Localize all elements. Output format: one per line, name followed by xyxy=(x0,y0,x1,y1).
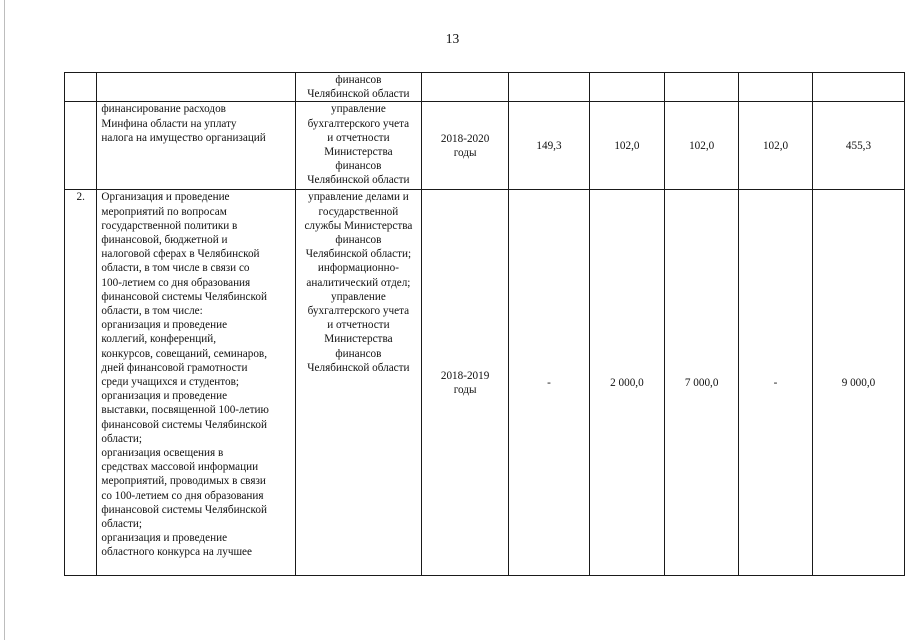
measure-name-cell xyxy=(97,190,296,576)
page-number: 13 xyxy=(445,31,460,46)
executor-line: Министерства xyxy=(324,333,393,346)
value-2021-cell xyxy=(739,73,813,102)
value-2020-cell: 102,0 xyxy=(665,102,739,190)
measure-name-line: государственной политики в xyxy=(101,219,238,232)
value-2021-cell: - xyxy=(739,190,813,576)
row-number-cell: 2. xyxy=(65,190,97,576)
value-2021-cell: 102,0 xyxy=(739,102,813,190)
measure-name-line: коллегий, конференций, xyxy=(101,333,216,346)
value-2019-cell: 2 000,0 xyxy=(589,190,665,576)
measure-name-line: среди учащихся и студентов; xyxy=(101,376,239,389)
measure-name-line: областного конкурса на лучшее xyxy=(101,546,252,559)
measure-name-line: средствах массовой информации xyxy=(101,461,259,474)
measure-name-line: организация освещения в xyxy=(101,447,224,460)
measure-name-line: мероприятий по вопросам xyxy=(101,205,227,218)
term-line: 2018-2020 xyxy=(440,132,490,145)
executor-line: финансов xyxy=(335,74,382,86)
measure-name-line: налоговой сферах в Челябинской xyxy=(101,248,260,261)
table-row xyxy=(65,73,905,102)
executor-line: Челябинской области xyxy=(307,361,410,374)
term-cell xyxy=(421,102,509,190)
executor-line: финансов xyxy=(335,234,382,247)
measure-name-line: налога на имущество организаций xyxy=(101,131,266,144)
measure-name-cell xyxy=(97,102,296,190)
total-cell: 9 000,0 xyxy=(812,190,904,576)
executor-cell xyxy=(295,73,421,102)
measure-name-line: организация и проведение xyxy=(101,319,228,332)
measure-name-line: выставки, посвященной 100-летию xyxy=(101,404,269,417)
executor-line: управление xyxy=(331,103,386,116)
measure-name-line: 100-летием со дня образования xyxy=(101,276,251,289)
executor-line: и отчетности xyxy=(327,131,390,144)
table-row xyxy=(65,190,905,576)
value-2018-cell: 149,3 xyxy=(509,102,589,190)
measure-name-line: финансовой системы Челябинской xyxy=(101,290,267,303)
executor-line: государственной xyxy=(318,205,399,218)
measure-name-line: дней финансовой грамотности xyxy=(101,361,248,374)
value-2019-cell xyxy=(589,73,665,102)
measure-name-cell xyxy=(97,73,296,102)
term-line: годы xyxy=(453,383,477,396)
executor-line: финансов xyxy=(335,160,382,173)
executor-line: аналитический отдел; xyxy=(306,276,411,289)
executor-line: управление делами и xyxy=(308,191,409,204)
executor-cell xyxy=(295,190,421,576)
scan-edge-line xyxy=(4,0,5,640)
measure-name-line: конкурсов, совещаний, семинаров, xyxy=(101,347,267,360)
table-row xyxy=(65,102,905,190)
executor-line: Министерства xyxy=(324,146,393,159)
total-cell xyxy=(812,73,904,102)
executor-line: службы Министерства xyxy=(304,219,413,232)
row-number-cell xyxy=(65,73,97,102)
budget-table xyxy=(64,72,905,576)
measure-name-line: Организация и проведение xyxy=(101,191,230,204)
term-cell xyxy=(421,73,509,102)
executor-cell xyxy=(295,102,421,190)
executor-line: Челябинской области xyxy=(307,88,410,101)
measure-name-line: области, в том числе в связи со xyxy=(101,262,250,275)
executor-line: бухгалтерского учета xyxy=(307,117,410,130)
measure-name-line: Минфина области на уплату xyxy=(101,117,237,130)
measure-name-line: организация и проведение xyxy=(101,390,228,403)
measure-name-line: мероприятий, проводимых в связи xyxy=(101,475,266,488)
row-number-cell xyxy=(65,102,97,190)
value-2018-cell xyxy=(509,73,589,102)
term-line: годы xyxy=(453,146,477,159)
value-2018-cell: - xyxy=(509,190,589,576)
executor-line: Челябинской области xyxy=(307,174,410,187)
executor-line: и отчетности xyxy=(327,319,390,332)
executor-line: управление xyxy=(331,290,386,303)
measure-name-line: финансирование расходов xyxy=(101,103,226,116)
measure-name-line: финансовой системы Челябинской xyxy=(101,503,267,516)
measure-name-line: области; xyxy=(101,432,142,445)
executor-line: бухгалтерского учета xyxy=(307,305,410,318)
term-cell xyxy=(421,190,509,576)
value-2020-cell: 7 000,0 xyxy=(665,190,739,576)
measure-name-line: области, в том числе: xyxy=(101,305,203,318)
total-cell: 455,3 xyxy=(812,102,904,190)
value-2020-cell xyxy=(665,73,739,102)
measure-name-line: финансовой, бюджетной и xyxy=(101,234,228,247)
executor-line: финансов xyxy=(335,347,382,360)
term-line: 2018-2019 xyxy=(440,369,490,382)
executor-line: информационно- xyxy=(317,262,399,275)
measure-name-line: финансовой системы Челябинской xyxy=(101,418,267,431)
executor-line: Челябинской области; xyxy=(305,248,412,261)
measure-name-line: организация и проведение xyxy=(101,532,228,545)
value-2019-cell: 102,0 xyxy=(589,102,665,190)
measure-name-line: области; xyxy=(101,518,142,531)
measure-name-line: со 100-летием со дня образования xyxy=(101,489,264,502)
